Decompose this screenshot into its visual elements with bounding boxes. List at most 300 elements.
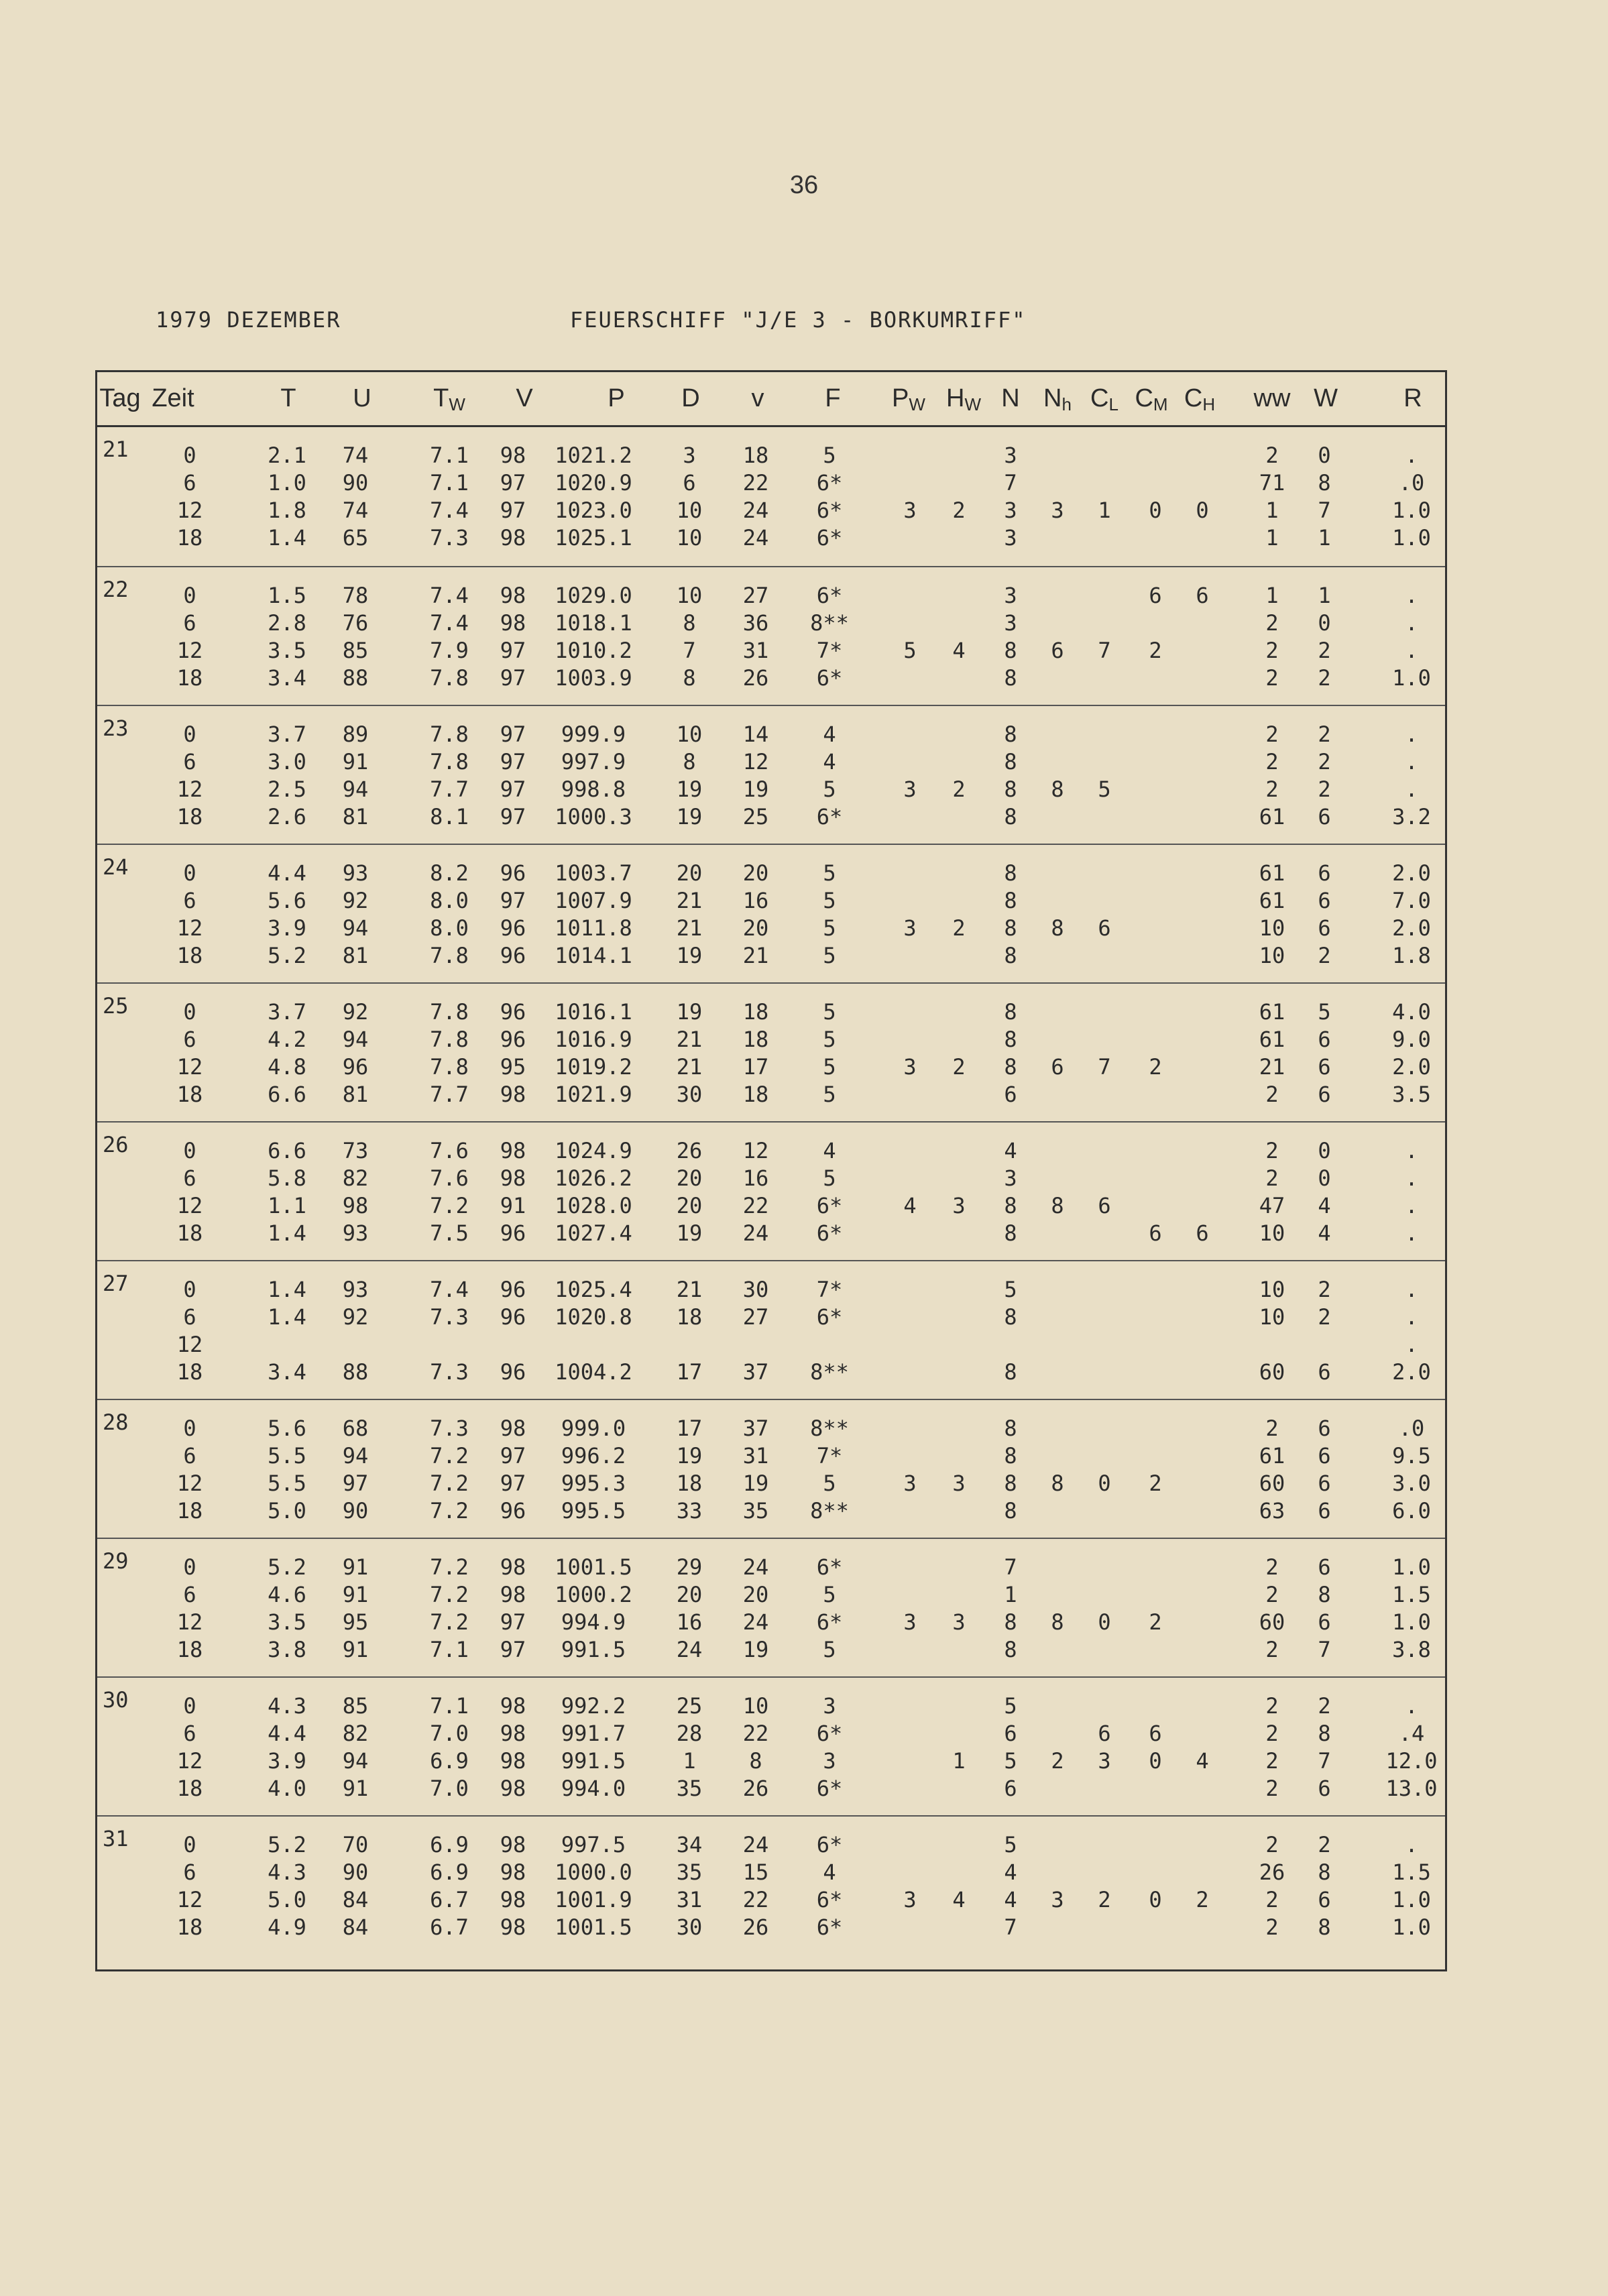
cell-v: 98 xyxy=(500,1582,526,1607)
table-row xyxy=(97,497,1445,524)
cell-f: 6* xyxy=(816,1887,843,1912)
cell-zeit: 18 xyxy=(176,1776,203,1801)
cell-r: . xyxy=(1405,610,1418,636)
cell-u: 94 xyxy=(342,777,369,802)
cell-w: 6 xyxy=(1318,1498,1331,1524)
cell-ww: 10 xyxy=(1259,1220,1285,1246)
cell-vv: 17 xyxy=(742,1054,769,1080)
cell-r: 1.0 xyxy=(1392,1887,1431,1912)
cell-cl: 5 xyxy=(1098,777,1111,802)
cell-ww: 2 xyxy=(1265,1693,1279,1719)
cell-v: 98 xyxy=(500,1165,526,1191)
cell-vv: 20 xyxy=(742,860,769,886)
cell-ww: 61 xyxy=(1259,804,1285,829)
cell-d: 21 xyxy=(676,1277,703,1302)
cell-tw: 7.9 xyxy=(430,638,469,663)
cell-p: 1020.8 xyxy=(555,1304,632,1330)
col-v: V xyxy=(516,384,533,412)
cell-u: 76 xyxy=(342,610,369,636)
cell-n: 8 xyxy=(1004,1220,1017,1246)
cell-t: 1.4 xyxy=(268,1277,306,1302)
cell-t: 5.2 xyxy=(268,1554,306,1580)
cell-w: 2 xyxy=(1318,1693,1331,1719)
cell-vv: 24 xyxy=(742,498,769,523)
table-row xyxy=(97,469,1445,497)
col-cm-sub: M xyxy=(1153,394,1168,414)
cell-ww: 2 xyxy=(1265,610,1279,636)
cell-p: 995.3 xyxy=(561,1471,626,1496)
table-row xyxy=(97,1692,1445,1720)
cell-zeit: 6 xyxy=(183,1027,196,1052)
table-row xyxy=(97,1497,1445,1525)
col-u: U xyxy=(353,384,371,412)
cell-r: . xyxy=(1405,638,1418,663)
cell-r: 2.0 xyxy=(1392,1054,1431,1080)
cell-nh: 3 xyxy=(1051,498,1064,523)
cell-t: 3.7 xyxy=(268,722,306,747)
cell-v: 96 xyxy=(500,915,526,941)
col-ww: ww xyxy=(1253,384,1291,412)
col-tw-sub: W xyxy=(449,394,465,414)
cell-w: 2 xyxy=(1318,943,1331,968)
cell-t: 3.9 xyxy=(268,915,306,941)
cell-p: 1021.9 xyxy=(555,1082,632,1107)
cell-vv: 19 xyxy=(742,1471,769,1496)
day-number: 25 xyxy=(103,993,129,1019)
cell-t: 4.9 xyxy=(268,1914,306,1940)
cell-nh: 8 xyxy=(1051,915,1064,941)
cell-u: 93 xyxy=(342,860,369,886)
cell-f: 6* xyxy=(816,1776,843,1801)
col-nh-main: N xyxy=(1043,384,1062,412)
cell-vv: 24 xyxy=(742,1609,769,1635)
cell-zeit: 12 xyxy=(176,1471,203,1496)
cell-vv: 37 xyxy=(742,1416,769,1441)
cell-u: 94 xyxy=(342,1443,369,1469)
cell-v: 91 xyxy=(500,1193,526,1218)
cell-vv: 25 xyxy=(742,804,769,829)
cell-ww: 2 xyxy=(1265,1138,1279,1163)
report-period: 1979 DEZEMBER xyxy=(156,307,341,333)
table-row xyxy=(97,1304,1445,1331)
cell-r: . xyxy=(1405,722,1418,747)
cell-zeit: 0 xyxy=(183,1277,196,1302)
cell-hw: 3 xyxy=(952,1609,966,1635)
cell-tw: 7.2 xyxy=(430,1471,469,1496)
col-pw-main: P xyxy=(892,384,909,412)
cell-d: 1 xyxy=(683,1748,696,1774)
cell-n: 3 xyxy=(1004,498,1017,523)
cell-tw: 7.8 xyxy=(430,999,469,1025)
table-row xyxy=(97,1470,1445,1497)
cell-ww: 10 xyxy=(1259,943,1285,968)
cell-d: 30 xyxy=(676,1082,703,1107)
cell-p: 1000.2 xyxy=(555,1582,632,1607)
cell-ww: 2 xyxy=(1265,777,1279,802)
cell-f: 5 xyxy=(823,1054,836,1080)
table-row xyxy=(97,1081,1445,1108)
cell-n: 8 xyxy=(1004,860,1017,886)
table-row xyxy=(97,1026,1445,1053)
cell-t: 1.8 xyxy=(268,498,306,523)
cell-r: 3.2 xyxy=(1392,804,1431,829)
table-row xyxy=(97,803,1445,831)
cell-u: 65 xyxy=(342,525,369,551)
cell-f: 5 xyxy=(823,1471,836,1496)
cell-vv: 15 xyxy=(742,1859,769,1885)
cell-p: 998.8 xyxy=(561,777,626,802)
cell-t: 5.2 xyxy=(268,943,306,968)
cell-zeit: 0 xyxy=(183,1416,196,1441)
cell-d: 7 xyxy=(683,638,696,663)
cell-tw: 8.1 xyxy=(430,804,469,829)
cell-u: 74 xyxy=(342,443,369,468)
cell-cm: 2 xyxy=(1149,1054,1162,1080)
cell-n: 8 xyxy=(1004,1609,1017,1635)
cell-t: 3.4 xyxy=(268,1359,306,1385)
cell-n: 8 xyxy=(1004,1193,1017,1218)
cell-pw: 3 xyxy=(903,777,917,802)
cell-vv: 16 xyxy=(742,1165,769,1191)
cell-d: 24 xyxy=(676,1637,703,1662)
cell-w: 1 xyxy=(1318,583,1331,608)
cell-u: 90 xyxy=(342,1859,369,1885)
cell-ww: 61 xyxy=(1259,888,1285,913)
col-vv: v xyxy=(751,384,764,412)
cell-f: 5 xyxy=(823,943,836,968)
col-tag: Tag xyxy=(99,384,141,412)
cell-vv: 19 xyxy=(742,777,769,802)
cell-vv: 22 xyxy=(742,470,769,496)
cell-w: 6 xyxy=(1318,1471,1331,1496)
cell-tw: 7.1 xyxy=(430,443,469,468)
cell-t: 1.4 xyxy=(268,525,306,551)
cell-ww: 2 xyxy=(1265,722,1279,747)
day-block xyxy=(97,844,1445,982)
cell-tw: 7.3 xyxy=(430,1304,469,1330)
cell-t: 2.8 xyxy=(268,610,306,636)
cell-f: 6* xyxy=(816,1721,843,1746)
cell-v: 98 xyxy=(500,1748,526,1774)
cell-f: 6* xyxy=(816,1304,843,1330)
col-pw-sub: W xyxy=(909,394,925,414)
cell-r: 3.5 xyxy=(1392,1082,1431,1107)
cell-n: 3 xyxy=(1004,1165,1017,1191)
cell-vv: 24 xyxy=(742,1220,769,1246)
cell-n: 3 xyxy=(1004,583,1017,608)
cell-w: 4 xyxy=(1318,1220,1331,1246)
col-n: N xyxy=(1001,384,1020,412)
day-block xyxy=(97,1260,1445,1399)
cell-w: 2 xyxy=(1318,638,1331,663)
cell-r: 1.0 xyxy=(1392,525,1431,551)
table-row xyxy=(97,1554,1445,1581)
day-number: 30 xyxy=(103,1687,129,1713)
cell-w: 2 xyxy=(1318,749,1331,774)
cell-hw: 2 xyxy=(952,1054,966,1080)
cell-f: 4 xyxy=(823,1138,836,1163)
table-row xyxy=(97,860,1445,887)
cell-ww: 61 xyxy=(1259,860,1285,886)
cell-v: 97 xyxy=(500,1443,526,1469)
cell-pw: 3 xyxy=(903,498,917,523)
table-row xyxy=(97,1331,1445,1359)
cell-n: 8 xyxy=(1004,915,1017,941)
col-p: P xyxy=(608,384,625,412)
cell-ww: 60 xyxy=(1259,1359,1285,1385)
cell-u: 94 xyxy=(342,915,369,941)
cell-nh: 8 xyxy=(1051,1471,1064,1496)
cell-zeit: 12 xyxy=(176,915,203,941)
cell-w: 8 xyxy=(1318,1914,1331,1940)
cell-tw: 6.7 xyxy=(430,1887,469,1912)
cell-w: 8 xyxy=(1318,470,1331,496)
cell-d: 10 xyxy=(676,525,703,551)
cell-w: 1 xyxy=(1318,525,1331,551)
cell-f: 6* xyxy=(816,1609,843,1635)
cell-w: 6 xyxy=(1318,1416,1331,1441)
cell-pw: 3 xyxy=(903,915,917,941)
cell-zeit: 0 xyxy=(183,999,196,1025)
cell-r: 1.0 xyxy=(1392,665,1431,691)
cell-u: 74 xyxy=(342,498,369,523)
cell-ww: 2 xyxy=(1265,443,1279,468)
cell-pw: 3 xyxy=(903,1887,917,1912)
cell-p: 991.5 xyxy=(561,1748,626,1774)
cell-ww: 71 xyxy=(1259,470,1285,496)
cell-u: 91 xyxy=(342,1582,369,1607)
cell-zeit: 6 xyxy=(183,1859,196,1885)
cell-f: 7* xyxy=(816,1443,843,1469)
cell-u: 93 xyxy=(342,1277,369,1302)
cell-ww: 10 xyxy=(1259,1277,1285,1302)
cell-tw: 7.2 xyxy=(430,1193,469,1218)
cell-d: 19 xyxy=(676,943,703,968)
table-row xyxy=(97,887,1445,915)
table-row xyxy=(97,1442,1445,1470)
cell-n: 6 xyxy=(1004,1776,1017,1801)
cell-p: 1000.3 xyxy=(555,804,632,829)
cell-n: 3 xyxy=(1004,610,1017,636)
cell-d: 17 xyxy=(676,1416,703,1441)
cell-v: 97 xyxy=(500,888,526,913)
table-row xyxy=(97,748,1445,776)
cell-w: 7 xyxy=(1318,1748,1331,1774)
cell-f: 5 xyxy=(823,1082,836,1107)
cell-ch: 4 xyxy=(1196,1748,1209,1774)
cell-n: 7 xyxy=(1004,1914,1017,1940)
cell-tw: 6.7 xyxy=(430,1914,469,1940)
cell-f: 5 xyxy=(823,1637,836,1662)
cell-zeit: 6 xyxy=(183,1721,196,1746)
cell-w: 6 xyxy=(1318,1609,1331,1635)
cell-n: 8 xyxy=(1004,1304,1017,1330)
cell-t: 5.0 xyxy=(268,1887,306,1912)
cell-n: 8 xyxy=(1004,1359,1017,1385)
cell-r: . xyxy=(1405,1304,1418,1330)
cell-hw: 4 xyxy=(952,638,966,663)
cell-v: 95 xyxy=(500,1054,526,1080)
cell-p: 1001.5 xyxy=(555,1554,632,1580)
cell-zeit: 0 xyxy=(183,443,196,468)
cell-p: 1011.8 xyxy=(555,915,632,941)
cell-p: 1020.9 xyxy=(555,470,632,496)
cell-w: 0 xyxy=(1318,610,1331,636)
day-number: 28 xyxy=(103,1410,129,1435)
day-block xyxy=(97,566,1445,705)
table-row xyxy=(97,1747,1445,1775)
cell-r: 1.0 xyxy=(1392,498,1431,523)
cell-ch: 0 xyxy=(1196,498,1209,523)
cell-cm: 2 xyxy=(1149,638,1162,663)
cell-cm: 6 xyxy=(1149,583,1162,608)
cell-zeit: 12 xyxy=(176,1748,203,1774)
cell-zeit: 18 xyxy=(176,1220,203,1246)
cell-r: 13.0 xyxy=(1385,1776,1438,1801)
cell-ww: 61 xyxy=(1259,1027,1285,1052)
cell-w: 0 xyxy=(1318,443,1331,468)
day-number: 23 xyxy=(103,715,129,741)
cell-vv: 30 xyxy=(742,1277,769,1302)
col-nh-sub: h xyxy=(1061,394,1072,414)
cell-vv: 18 xyxy=(742,1027,769,1052)
cell-n: 6 xyxy=(1004,1721,1017,1746)
cell-f: 6* xyxy=(816,525,843,551)
cell-p: 1021.2 xyxy=(555,443,632,468)
station-title: FEUERSCHIFF "J/E 3 - BORKUMRIFF" xyxy=(570,307,1027,333)
cell-v: 97 xyxy=(500,1471,526,1496)
cell-ww: 2 xyxy=(1265,749,1279,774)
cell-vv: 8 xyxy=(749,1748,762,1774)
cell-t: 5.8 xyxy=(268,1165,306,1191)
cell-t: 4.3 xyxy=(268,1693,306,1719)
cell-f: 6* xyxy=(816,1914,843,1940)
cell-u: 91 xyxy=(342,749,369,774)
cell-t: 4.3 xyxy=(268,1859,306,1885)
cell-nh: 8 xyxy=(1051,1609,1064,1635)
cell-t: 2.5 xyxy=(268,777,306,802)
cell-t: 1.0 xyxy=(268,470,306,496)
cell-hw: 2 xyxy=(952,915,966,941)
cell-n: 5 xyxy=(1004,1277,1017,1302)
cell-vv: 37 xyxy=(742,1359,769,1385)
cell-n: 7 xyxy=(1004,1554,1017,1580)
cell-t: 3.8 xyxy=(268,1637,306,1662)
cell-ww: 1 xyxy=(1265,583,1279,608)
cell-t: 3.0 xyxy=(268,749,306,774)
cell-u: 96 xyxy=(342,1054,369,1080)
cell-zeit: 6 xyxy=(183,610,196,636)
cell-d: 19 xyxy=(676,777,703,802)
cell-v: 96 xyxy=(500,943,526,968)
cell-v: 96 xyxy=(500,1304,526,1330)
cell-t: 6.6 xyxy=(268,1082,306,1107)
col-cm-main: C xyxy=(1135,384,1153,412)
cell-v: 97 xyxy=(500,722,526,747)
observation-table xyxy=(95,370,1447,1971)
cell-v: 96 xyxy=(500,860,526,886)
cell-n: 5 xyxy=(1004,1748,1017,1774)
cell-tw: 7.7 xyxy=(430,777,469,802)
cell-n: 4 xyxy=(1004,1138,1017,1163)
cell-f: 5 xyxy=(823,999,836,1025)
cell-n: 8 xyxy=(1004,943,1017,968)
cell-cm: 0 xyxy=(1149,498,1162,523)
cell-t: 2.1 xyxy=(268,443,306,468)
cell-n: 6 xyxy=(1004,1082,1017,1107)
day-number: 24 xyxy=(103,854,129,880)
cell-t: 4.4 xyxy=(268,860,306,886)
table-row xyxy=(97,1609,1445,1636)
col-tw-main: T xyxy=(433,384,449,412)
cell-f: 3 xyxy=(823,1748,836,1774)
cell-t: 6.6 xyxy=(268,1138,306,1163)
cell-u: 81 xyxy=(342,804,369,829)
cell-vv: 22 xyxy=(742,1887,769,1912)
table-row xyxy=(97,942,1445,970)
cell-tw: 7.2 xyxy=(430,1609,469,1635)
cell-w: 7 xyxy=(1318,498,1331,523)
cell-vv: 26 xyxy=(742,665,769,691)
cell-w: 2 xyxy=(1318,1277,1331,1302)
cell-w: 6 xyxy=(1318,804,1331,829)
cell-cm: 6 xyxy=(1149,1721,1162,1746)
cell-p: 1028.0 xyxy=(555,1193,632,1218)
cell-d: 8 xyxy=(683,665,696,691)
cell-v: 97 xyxy=(500,498,526,523)
cell-vv: 18 xyxy=(742,1082,769,1107)
col-ch xyxy=(1184,384,1215,415)
cell-u: 92 xyxy=(342,888,369,913)
cell-pw: 5 xyxy=(903,638,917,663)
cell-vv: 14 xyxy=(742,722,769,747)
cell-f: 6* xyxy=(816,498,843,523)
column-header-row xyxy=(97,372,1445,427)
cell-tw: 7.8 xyxy=(430,665,469,691)
cell-f: 4 xyxy=(823,749,836,774)
cell-r: . xyxy=(1405,443,1418,468)
cell-cl: 1 xyxy=(1098,498,1111,523)
cell-t: 1.1 xyxy=(268,1193,306,1218)
cell-zeit: 12 xyxy=(176,777,203,802)
cell-vv: 22 xyxy=(742,1721,769,1746)
cell-tw: 7.6 xyxy=(430,1138,469,1163)
cell-tw: 6.9 xyxy=(430,1748,469,1774)
cell-w: 6 xyxy=(1318,1887,1331,1912)
cell-cm: 0 xyxy=(1149,1887,1162,1912)
cell-u: 91 xyxy=(342,1554,369,1580)
day-block xyxy=(97,1676,1445,1815)
cell-cl: 6 xyxy=(1098,915,1111,941)
cell-u: 91 xyxy=(342,1637,369,1662)
cell-n: 8 xyxy=(1004,888,1017,913)
cell-t: 5.5 xyxy=(268,1471,306,1496)
cell-r: 3.0 xyxy=(1392,1471,1431,1496)
cell-ww: 60 xyxy=(1259,1609,1285,1635)
table-row xyxy=(97,637,1445,665)
cell-d: 19 xyxy=(676,1220,703,1246)
table-row xyxy=(97,1886,1445,1914)
table-row xyxy=(97,1720,1445,1747)
cell-cl: 7 xyxy=(1098,638,1111,663)
col-f: F xyxy=(825,384,841,412)
cell-tw: 7.4 xyxy=(430,498,469,523)
cell-hw: 4 xyxy=(952,1887,966,1912)
cell-ww: 2 xyxy=(1265,1776,1279,1801)
cell-t: 5.2 xyxy=(268,1832,306,1857)
cell-p: 997.5 xyxy=(561,1832,626,1857)
cell-d: 30 xyxy=(676,1914,703,1940)
